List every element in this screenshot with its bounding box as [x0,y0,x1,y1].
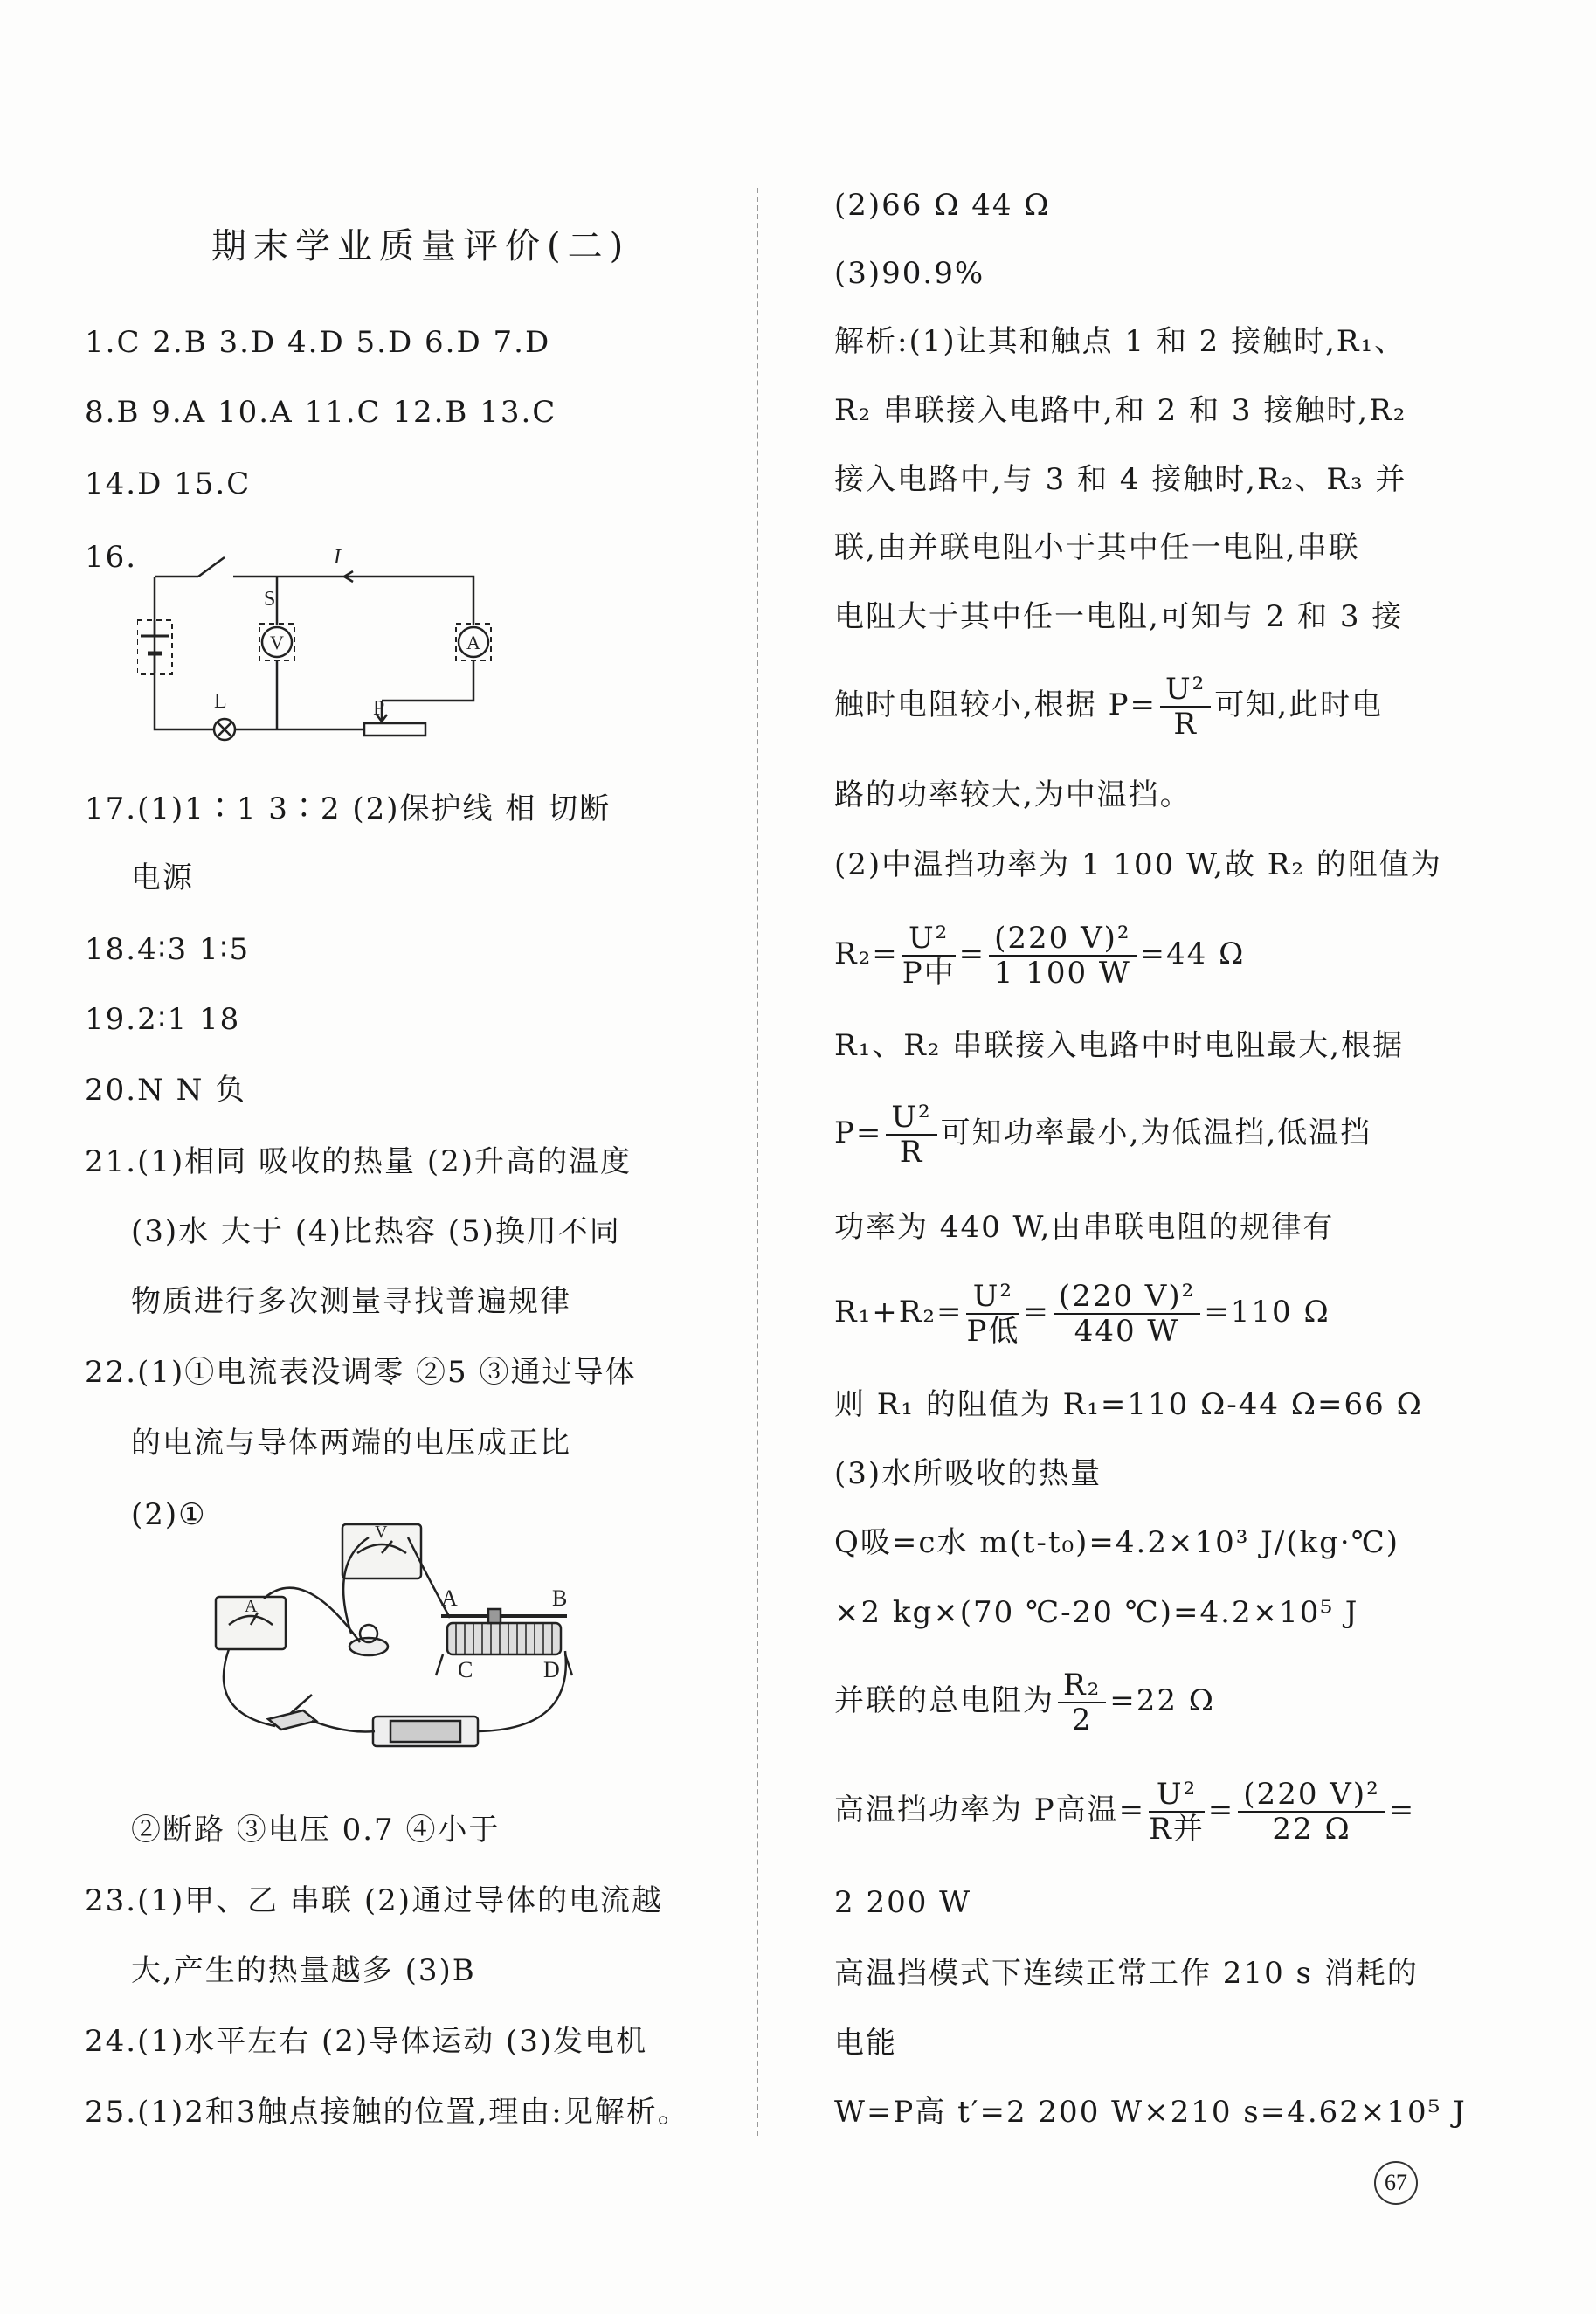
analysis-line-2: R₂ 串联接入电路中,和 2 和 3 接触时,R₂ [834,393,1407,428]
answer-17-line-2: 电源 [131,860,194,895]
page-title: 期末学业质量评价(二) [211,226,631,266]
question-16-label: 16. [85,540,138,575]
lamp-label: L [214,690,227,713]
analysis-line-5: 电阻大于其中任一电阻,可知与 2 和 3 接 [834,599,1404,634]
analysis-formula-r2: R₂= $\frac{\text{U²}}{\text{P中}}$ = $\frac{\text{(220 V)²}}{1 100 W}$ =44 Ω [834,921,1246,991]
circuit-diagram-16 [137,542,548,751]
answers-row-3: 14.D 15.C [85,466,252,501]
analysis-high-power-value: 2 200 W [834,1885,972,1920]
analysis-line-11: 功率为 440 W,由串联电阻的规律有 [834,1210,1335,1245]
analysis-energy-formula: W=P高 t′=2 200 W×210 s=4.62×10⁵ J [834,2095,1467,2130]
analysis-line-4: 联,由并联电阻小于其中任一电阻,串联 [834,530,1360,565]
answer-17-line-1: 17.(1)1∶1 3∶2 (2)保护线 相 切断 [85,791,611,826]
analysis-line-9: R₁、R₂ 串联接入电路中时电阻最大,根据 [834,1028,1405,1063]
terminal-d-label: D [543,1657,560,1682]
current-label: I [334,546,341,569]
terminal-b-label: B [552,1585,568,1611]
analysis-high-power: 高温挡功率为 P高温= $\frac{\text{U²}}{\text{R并}}$ = $\frac{\text{(220 V)²}}{22 \Omega}$ = [834,1777,1416,1847]
analysis-line-12: 则 R₁ 的阻值为 R₁=110 Ω-44 Ω=66 Ω [834,1387,1423,1422]
fraction-u2-r: $\frac{\text{U²}}{R}$ [1160,673,1211,741]
answer-21-line-2: (3)水 大于 (4)比热容 (5)换用不同 [131,1214,621,1249]
answers-row-1: 1.C 2.B 3.D 4.D 5.D 6.D 7.D [85,325,551,360]
voltmeter-label: V [270,632,284,653]
terminal-c-label: C [458,1657,473,1682]
answer-25: 25.(1)2和3触点接触的位置,理由:见解析。 [85,2095,689,2130]
answer-22-line-3: (2)① [131,1497,207,1532]
answer-21-line-1: 21.(1)相同 吸收的热量 (2)升高的温度 [85,1144,632,1179]
ammeter-label: A [466,632,480,653]
terminal-a-label: A [441,1585,458,1611]
analysis-line-10: P= $\frac{\text{U²}}{R}$ 可知功率最小,为低温挡,低温挡 [834,1100,1372,1170]
analysis-line-8: (2)中温挡功率为 1 100 W,故 R₂ 的阻值为 [834,847,1442,882]
switch-label: S [264,588,276,611]
answer-23-line-2: 大,产生的热量越多 (3)B [131,1953,476,1988]
analysis-line-14: 高温挡模式下连续正常工作 210 s 消耗的 [834,1956,1419,1991]
answer-20: 20.N N 负 [85,1073,247,1108]
analysis-line-1: 解析:(1)让其和触点 1 和 2 接触时,R₁、 [834,324,1406,359]
rheostat-label: P [373,697,385,720]
column-divider [757,188,758,2136]
analysis-parallel-resistance: 并联的总电阻为 $\frac{\text{R₂}}{2}$ =22 Ω [834,1668,1215,1737]
answer-21-line-3: 物质进行多次测量寻找普遍规律 [131,1284,571,1319]
answer-19: 19.2∶1 18 [85,1002,241,1037]
analysis-line-3: 接入电路中,与 3 和 4 接触时,R₂、R₃ 并 [834,462,1407,497]
answer-25-part-2: (2)66 Ω 44 Ω [834,188,1051,223]
answer-22-line-1: 22.(1)①电流表没调零 ②5 ③通过导体 [85,1355,637,1390]
analysis-line-6: 触时电阻较小,根据 P= $\frac{\text{U²}}{R}$ 可知,此时电 [834,672,1384,742]
voltmeter-label: V [375,1523,388,1542]
answer-18: 18.4∶3 1∶5 [85,932,251,967]
answer-22-line-4: ②断路 ③电压 0.7 ④小于 [131,1813,501,1848]
analysis-line-13: (3)水所吸收的热量 [834,1456,1102,1491]
analysis-line-7: 路的功率较大,为中温挡。 [834,777,1192,812]
answer-24: 24.(1)水平左右 (2)导体运动 (3)发电机 [85,2024,648,2059]
analysis-formula-series: R₁+R₂= $\frac{\text{U²}}{\text{P低}}$ = $\frac{\text{(220 V)²}}{440 W}$ =110 Ω [834,1279,1330,1349]
answer-25-part-3: (3)90.9% [834,256,985,291]
analysis-heat-formula-1: Q吸=c水 m(t-t₀)=4.2×10³ J/(kg·℃) [834,1525,1399,1560]
page-number: 67 [1374,2161,1418,2205]
analysis-heat-formula-2: ×2 kg×(70 ℃-20 ℃)=4.2×10⁵ J [834,1595,1359,1630]
answer-23-line-1: 23.(1)甲、乙 串联 (2)通过导体的电流越 [85,1883,664,1918]
ammeter-label: A [245,1597,258,1616]
analysis-line-15: 电能 [834,2026,897,2061]
circuit-diagram-22 [207,1511,661,1765]
answer-22-line-2: 的电流与导体两端的电压成正比 [131,1426,571,1461]
answers-row-2: 8.B 9.A 10.A 11.C 12.B 13.C [85,395,557,430]
